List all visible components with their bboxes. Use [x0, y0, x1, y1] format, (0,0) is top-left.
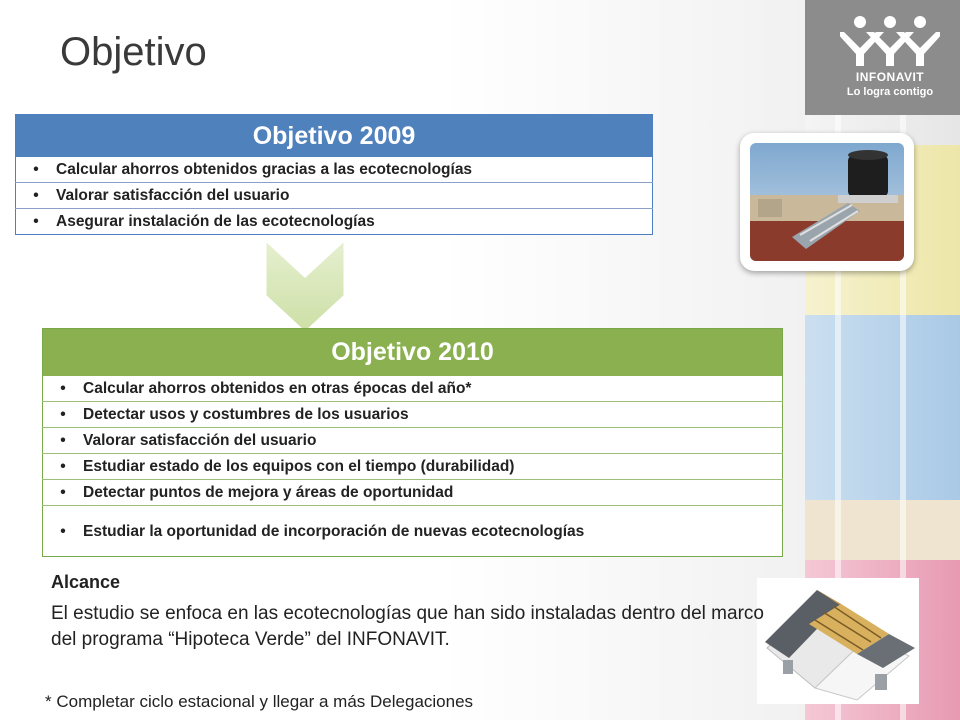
list-item: • Asegurar instalación de las ecotecnologías [16, 209, 653, 235]
page-title: Objetivo [60, 30, 207, 74]
list-item: • Detectar usos y costumbres de los usuarios [43, 402, 783, 428]
bullet-icon: • [60, 379, 66, 397]
bullet-icon: • [60, 405, 66, 423]
bullet-icon: • [60, 457, 66, 475]
list-item: • Estudiar la oportunidad de incorporación de nuevas ecotecnologías [43, 506, 783, 557]
house-cutaway-illustration [757, 578, 919, 704]
objetivo-2010-table [42, 328, 783, 557]
list-item: • Estudiar estado de los equipos con el tiempo (durabilidad) [43, 454, 783, 480]
bullet-icon: • [60, 483, 66, 501]
alcance-heading: Alcance [51, 572, 121, 592]
objetivo-2010-header: Objetivo 2010 [43, 329, 783, 377]
logo-tagline: Lo logra contigo [846, 86, 934, 98]
list-item: • Valorar satisfacción del usuario [43, 428, 783, 454]
list-item: • Calcular ahorros obtenidos en otras épocas del año* [43, 376, 783, 402]
band-blue [805, 315, 960, 500]
alcance-text: El estudio se enfoca en las ecotecnologías que han sido instaladas dentro del marco del programa “Hipoteca Verde” del INFONAVIT. [51, 603, 764, 650]
list-item: • Detectar puntos de mejora y áreas de oportunidad [43, 480, 783, 506]
bullet-icon: • [60, 523, 66, 540]
footnote: * Completar ciclo estacional y llegar a más Delegaciones [45, 692, 474, 711]
list-item: • Calcular ahorros obtenidos gracias a las ecotecnologías [16, 157, 653, 183]
bullet-icon: • [33, 212, 39, 230]
solar-heater-photo [740, 133, 914, 271]
chevron-down-icon [262, 236, 348, 336]
bullet-icon: • [60, 431, 66, 449]
objetivo-2009-table [15, 114, 653, 235]
band-cream [805, 500, 960, 560]
bullet-icon: • [33, 160, 39, 178]
bullet-icon: • [33, 186, 39, 204]
objetivo-2009-header: Objetivo 2009 [16, 115, 653, 158]
logo-brand-text: INFONAVIT [855, 70, 925, 84]
list-item: • Valorar satisfacción del usuario [16, 183, 653, 209]
